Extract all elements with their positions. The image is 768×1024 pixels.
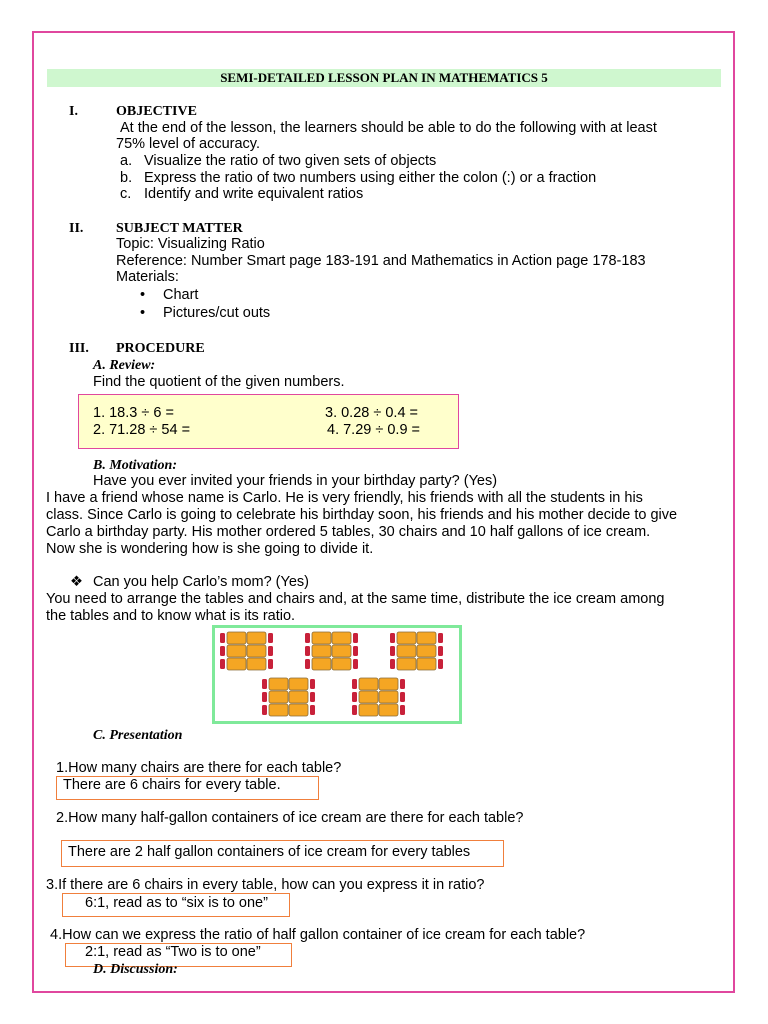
- review-problem: 3. 0.28 ÷ 0.4 =: [325, 405, 419, 421]
- discussion-label: D. Discussion:: [93, 962, 178, 977]
- motivation-story-line: Now she is wondering how is she going to divide it.: [46, 541, 374, 557]
- section-number-subject: II.: [69, 221, 84, 236]
- review-label: A. Review:: [93, 358, 156, 373]
- review-problem: 2. 71.28 ÷ 54 =: [93, 422, 191, 438]
- presentation-question: 3.If there are 6 chairs in every table, how can you express it in ratio?: [46, 877, 485, 893]
- presentation-answer: 6:1, read as to “six is to one”: [85, 895, 268, 911]
- objective-intro-line1: At the end of the lesson, the learners should be able to do the following with at least: [120, 120, 657, 136]
- motivation-story-line: I have a friend whose name is Carlo. He is very friendly, his friends with all the students in his: [46, 490, 643, 506]
- motivation-story-line: Carlo a birthday party. His mother ordered 5 tables, 30 chairs and 10 half gallons of ice cream.: [46, 524, 651, 540]
- bullet-icon: •: [140, 305, 146, 321]
- subject-topic: Topic: Visualizing Ratio: [116, 236, 265, 252]
- section-heading-subject: SUBJECT MATTER: [116, 221, 243, 236]
- subject-materials-label: Materials:: [116, 269, 179, 285]
- tables-chairs-picture: [212, 625, 462, 724]
- diamond-bullet-icon: ❖: [70, 574, 83, 590]
- motivation-label: B. Motivation:: [93, 458, 178, 473]
- presentation-answer: 2:1, read as “Two is to one”: [85, 944, 261, 960]
- document-title: SEMI-DETAILED LESSON PLAN IN MATHEMATICS 5: [47, 69, 721, 87]
- objective-item-letter: b.: [120, 170, 133, 186]
- presentation-answer: There are 2 half gallon containers of ice cream for every tables: [68, 844, 471, 860]
- section-number-procedure: III.: [69, 341, 89, 356]
- objective-intro-line2: 75% level of accuracy.: [116, 136, 260, 152]
- objective-item-letter: a.: [120, 153, 133, 169]
- review-instruction: Find the quotient of the given numbers.: [93, 374, 345, 390]
- review-problem: 4. 7.29 ÷ 0.9 =: [327, 422, 421, 438]
- tables-chairs-illustration: [215, 628, 459, 721]
- help-question: Can you help Carlo’s mom? (Yes): [93, 574, 309, 590]
- motivation-question: Have you ever invited your friends in your birthday party? (Yes): [93, 473, 498, 489]
- objective-item-text: Express the ratio of two numbers using either the colon (:) or a fraction: [144, 170, 597, 186]
- presentation-label: C. Presentation: [93, 728, 183, 743]
- objective-item-text: Visualize the ratio of two given sets of objects: [144, 153, 437, 169]
- presentation-answer: There are 6 chairs for every table.: [63, 777, 281, 793]
- help-text-line: the tables and to know what is its ratio.: [46, 608, 296, 624]
- materials-item: Chart: [163, 287, 199, 303]
- help-text-line: You need to arrange the tables and chairs and, at the same time, distribute the ice cream among: [46, 591, 665, 607]
- review-problem: 1. 18.3 ÷ 6 =: [93, 405, 174, 421]
- objective-item-text: Identify and write equivalent ratios: [144, 186, 364, 202]
- section-number-objective: I.: [69, 104, 78, 119]
- motivation-story-line: class. Since Carlo is going to celebrate his birthday soon, his friends and his mother decide to give: [46, 507, 678, 523]
- section-heading-objective: OBJECTIVE: [116, 104, 197, 119]
- presentation-question: 4.How can we express the ratio of half gallon container of ice cream for each table?: [50, 927, 586, 943]
- materials-item: Pictures/cut outs: [163, 305, 271, 321]
- bullet-icon: •: [140, 287, 146, 303]
- section-heading-procedure: PROCEDURE: [116, 341, 205, 356]
- subject-reference: Reference: Number Smart page 183-191 and Mathematics in Action page 178-183: [116, 253, 646, 269]
- objective-item-letter: c.: [120, 186, 132, 202]
- presentation-question: 2.How many half-gallon containers of ice cream are there for each table?: [56, 810, 524, 826]
- presentation-question: 1.How many chairs are there for each table?: [56, 760, 342, 776]
